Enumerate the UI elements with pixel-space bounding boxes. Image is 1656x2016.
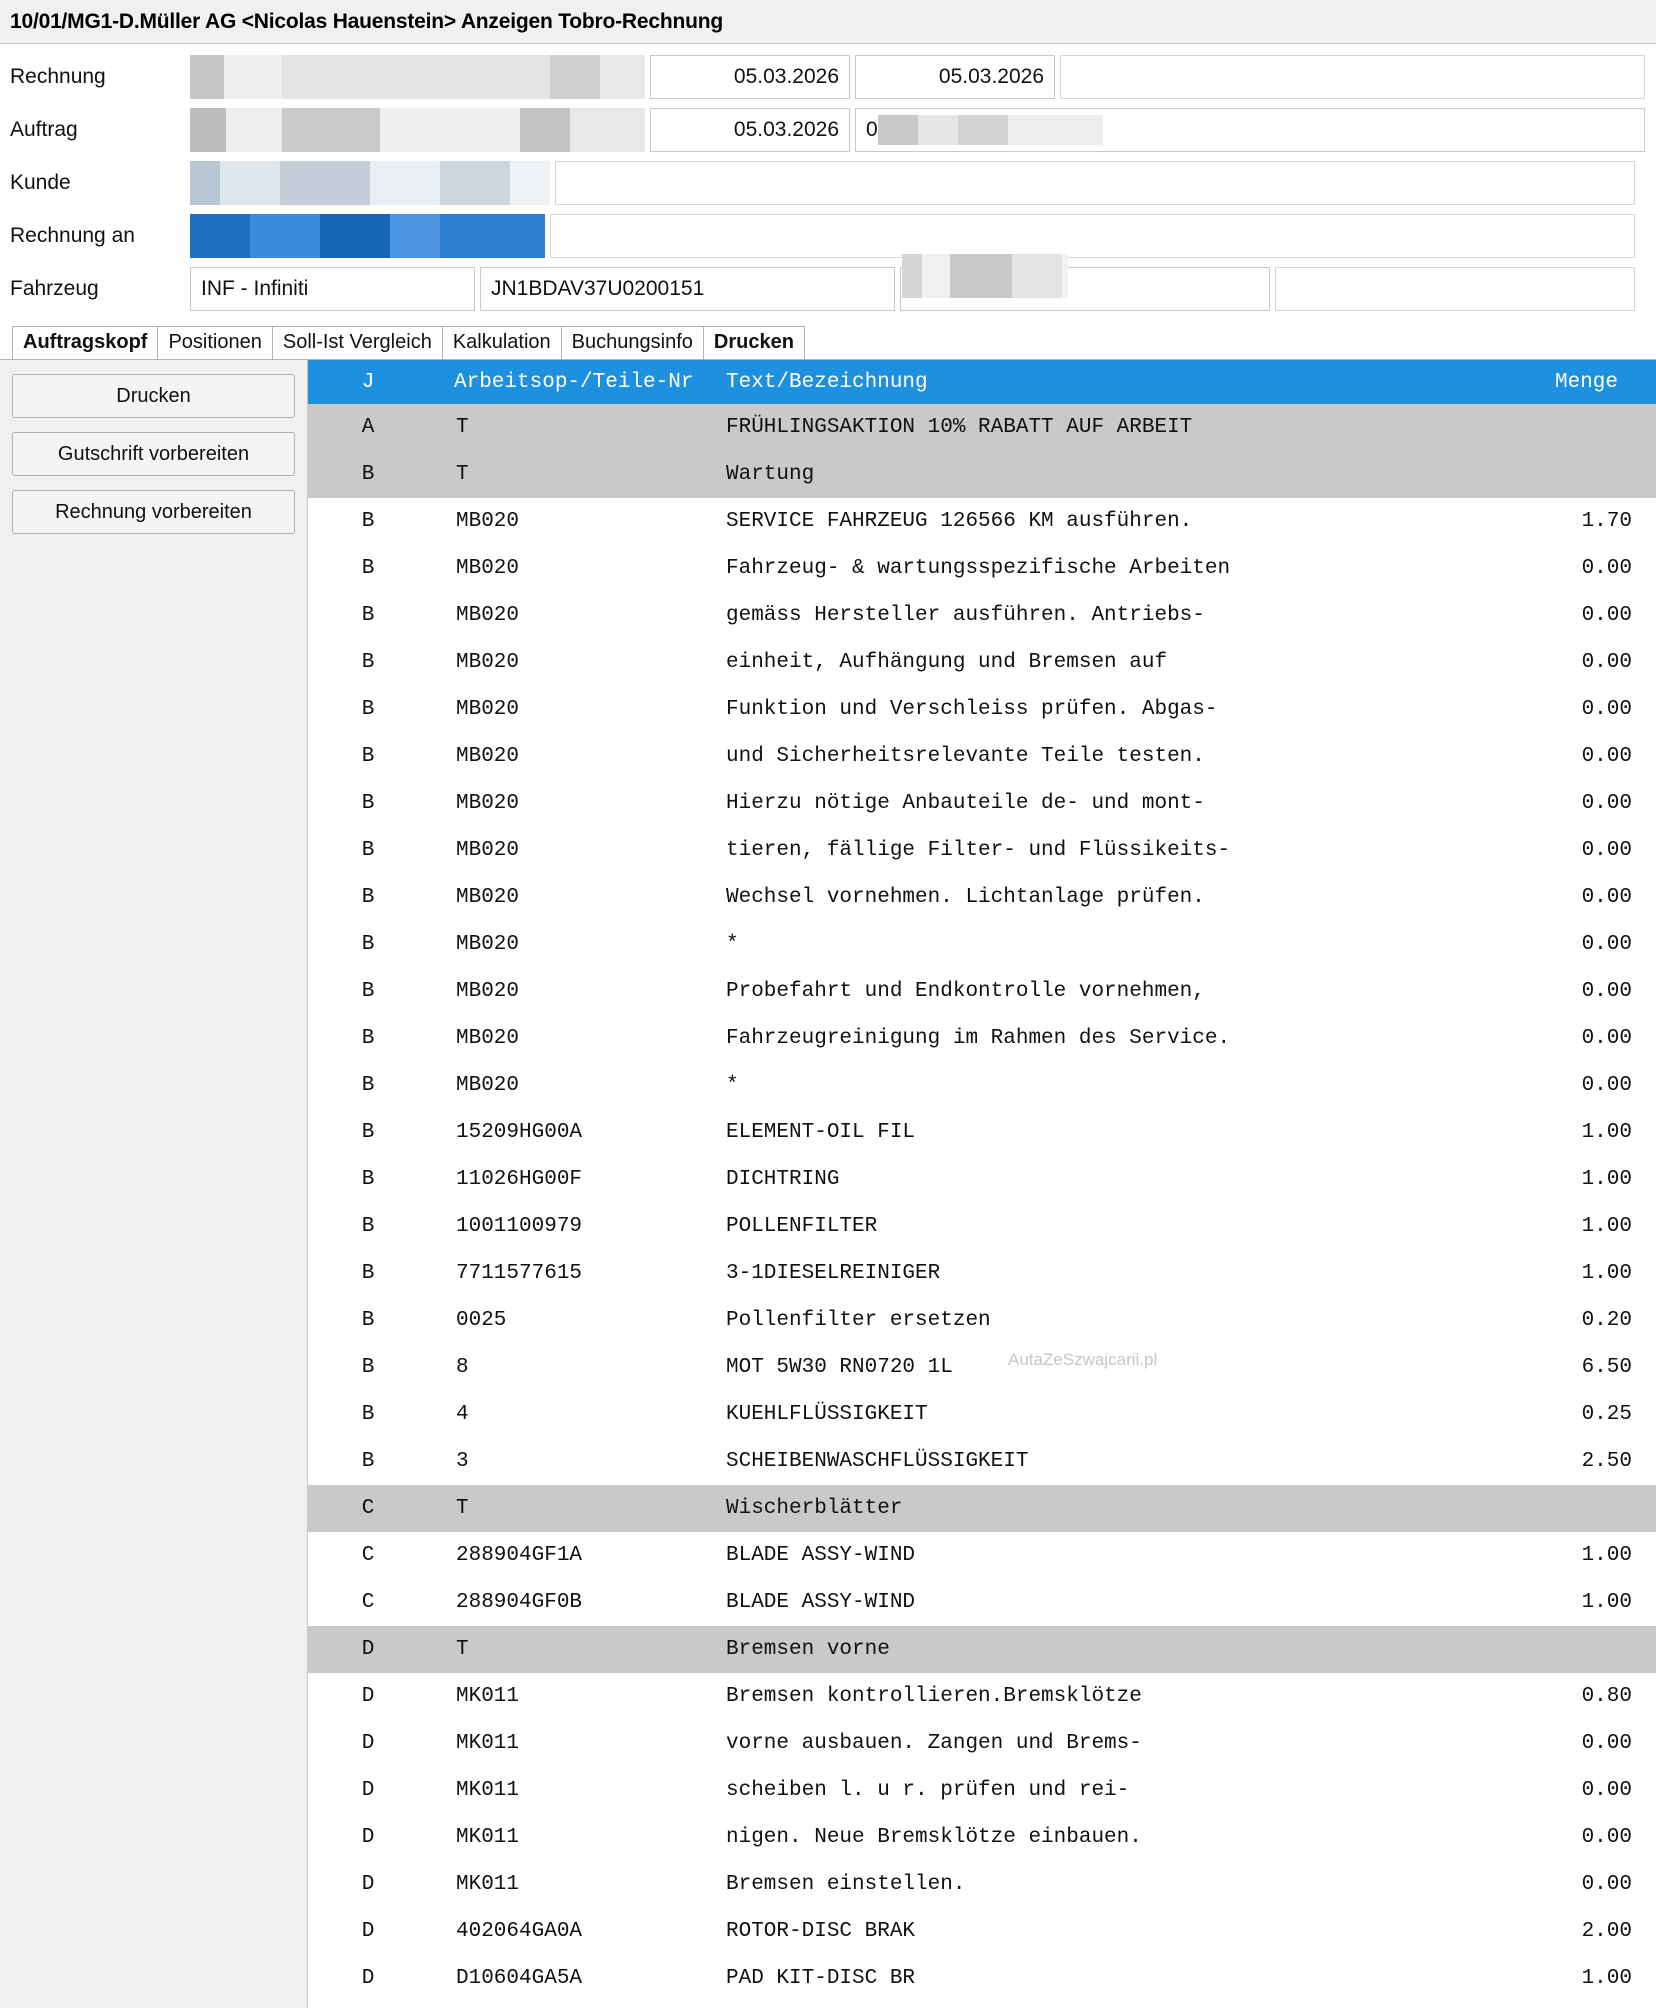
fahrzeug-plate-field[interactable] — [900, 267, 1270, 311]
auftrag-status-redaction — [878, 115, 1103, 145]
cell-text: * — [726, 933, 739, 956]
cell-text: Funktion und Verschleiss prüfen. Abgas- — [726, 698, 1218, 721]
cell-j: B — [361, 792, 375, 815]
cell-text: Wechsel vornehmen. Lichtanlage prüfen. — [726, 886, 1205, 909]
cell-j: B — [361, 698, 375, 721]
rechnung-date2-field[interactable]: 05.03.2026 — [855, 55, 1055, 99]
cell-nr: MB020 — [456, 1027, 520, 1050]
cell-menge: 1.00 — [1581, 1591, 1632, 1614]
form-row-kunde — [0, 156, 1656, 209]
cell-menge: 1.00 — [1581, 1262, 1632, 1285]
cell-menge: 1.00 — [1581, 1967, 1632, 1990]
cell-menge: 0.00 — [1581, 557, 1632, 580]
fahrzeug-extra-field[interactable] — [1275, 267, 1635, 311]
cell-j: C — [361, 1544, 375, 1567]
cell-j: B — [361, 745, 375, 768]
cell-menge: 6.50 — [1581, 1356, 1632, 1379]
cell-menge: 0.20 — [1581, 1309, 1632, 1332]
table-row[interactable] — [308, 1438, 1656, 1485]
kunde-field[interactable] — [190, 161, 550, 205]
tab-positionen[interactable]: Positionen — [157, 326, 272, 359]
kunde-name-field[interactable] — [555, 161, 1635, 205]
fahrzeug-plate-redaction — [902, 254, 1068, 298]
cell-j: C — [361, 1591, 375, 1614]
tab-buchungsinfo[interactable]: Buchungsinfo — [561, 326, 704, 359]
cell-nr: MB020 — [456, 839, 520, 862]
cell-j: D — [361, 1779, 375, 1802]
cell-nr: 8 — [456, 1356, 469, 1379]
table-row[interactable] — [308, 1579, 1656, 1626]
cell-text: Bremsen einstellen. — [726, 1873, 966, 1896]
form-row-auftrag — [0, 103, 1656, 156]
cell-j: B — [361, 651, 375, 674]
cell-text: Bremsen vorne — [726, 1638, 890, 1661]
cell-text: MOT 5W30 RN0720 1L — [726, 1356, 953, 1379]
table-row[interactable] — [308, 921, 1656, 968]
cell-j: D — [361, 1638, 375, 1661]
auftrag-date1-field[interactable]: 05.03.2026 — [650, 108, 850, 152]
table-row[interactable] — [308, 592, 1656, 639]
fahrzeug-make-field[interactable]: INF - Infiniti — [190, 267, 475, 311]
cell-text: 3-1DIESELREINIGER — [726, 1262, 941, 1285]
cell-menge: 0.00 — [1581, 651, 1632, 674]
table-row[interactable] — [308, 639, 1656, 686]
cell-nr: MB020 — [456, 510, 520, 533]
cell-j: B — [361, 557, 375, 580]
cell-text: Hierzu nötige Anbauteile de- und mont- — [726, 792, 1205, 815]
cell-j: D — [361, 1920, 375, 1943]
cell-nr: 7711577615 — [456, 1262, 583, 1285]
cell-nr: MB020 — [456, 745, 520, 768]
cell-j: B — [361, 510, 375, 533]
cell-nr: MB020 — [456, 557, 520, 580]
table-row[interactable] — [308, 1673, 1656, 1720]
cell-nr: MB020 — [456, 698, 520, 721]
cell-text: * — [726, 1074, 739, 1097]
table-row[interactable] — [308, 733, 1656, 780]
cell-j: B — [361, 1356, 375, 1379]
cell-nr: 15209HG00A — [456, 1121, 583, 1144]
form-row-rechnung — [0, 50, 1656, 103]
drucken-button[interactable]: Drucken — [12, 374, 295, 418]
cell-text: BLADE ASSY-WIND — [726, 1591, 916, 1614]
column-header-menge: Menge — [1554, 370, 1618, 394]
rechnung-an-field[interactable] — [190, 214, 545, 258]
cell-menge: 2.50 — [1581, 1450, 1632, 1473]
cell-text: Wartung — [726, 463, 815, 486]
auftrag-status-value: 0 — [866, 117, 878, 141]
cell-menge: 0.00 — [1581, 886, 1632, 909]
table-row[interactable] — [308, 1955, 1656, 2002]
cell-text: KUEHLFLÜSSIGKEIT — [726, 1403, 928, 1426]
cell-j: B — [361, 1309, 375, 1332]
cell-menge: 1.00 — [1581, 1215, 1632, 1238]
cell-text: einheit, Aufhängung und Bremsen auf — [726, 651, 1168, 674]
cell-j: B — [361, 1450, 375, 1473]
cell-j: D — [361, 1873, 375, 1896]
cell-text: ROTOR-DISC BRAK — [726, 1920, 916, 1943]
cell-j: B — [361, 839, 375, 862]
grid-body — [308, 404, 1656, 2002]
cell-text: SERVICE FAHRZEUG 126566 KM ausführen. — [726, 510, 1193, 533]
cell-j: D — [361, 1732, 375, 1755]
cell-nr: MB020 — [456, 1074, 520, 1097]
cell-text: vorne ausbauen. Zangen und Brems- — [726, 1732, 1142, 1755]
table-row[interactable] — [308, 404, 1656, 451]
cell-nr: MK011 — [456, 1685, 520, 1708]
gutschrift-vorbereiten-button[interactable]: Gutschrift vorbereiten — [12, 432, 295, 476]
table-row[interactable] — [308, 1720, 1656, 1767]
form-row-rechnung-an — [0, 209, 1656, 262]
cell-text: Fahrzeug- & wartungsspezifische Arbeiten — [726, 557, 1231, 580]
cell-menge: 1.00 — [1581, 1168, 1632, 1191]
cell-j: B — [361, 1027, 375, 1050]
window-title-bar — [0, 0, 1656, 44]
cell-nr: MK011 — [456, 1732, 520, 1755]
table-row[interactable] — [308, 686, 1656, 733]
table-row[interactable] — [308, 1015, 1656, 1062]
table-row[interactable] — [308, 1908, 1656, 1955]
cell-text: gemäss Hersteller ausführen. Antriebs- — [726, 604, 1205, 627]
watermark-text: AutaZeSzwajcarii.pl — [1008, 1350, 1158, 1369]
cell-nr: D10604GA5A — [456, 1967, 583, 1990]
cell-j: B — [361, 1262, 375, 1285]
cell-menge: 0.00 — [1581, 604, 1632, 627]
cell-j: B — [361, 980, 375, 1003]
cell-j: A — [361, 416, 375, 439]
cell-nr: T — [456, 1497, 469, 1520]
table-row[interactable] — [308, 1156, 1656, 1203]
tab-drucken[interactable]: Drucken — [703, 326, 805, 359]
cell-nr: 0025 — [456, 1309, 507, 1332]
cell-text: Probefahrt und Endkontrolle vornehmen, — [726, 980, 1205, 1003]
cell-nr: MB020 — [456, 980, 520, 1003]
cell-text: PAD KIT-DISC BR — [726, 1967, 916, 1990]
column-header-j: J — [361, 370, 375, 394]
label-rechnung-an: Rechnung an — [10, 223, 135, 247]
window-title: 10/01/MG1-D.Müller AG <Nicolas Hauenstein> Anzeigen Tobro-Rechnung — [10, 9, 723, 33]
content-area — [0, 359, 1656, 2008]
header-form — [0, 44, 1656, 317]
cell-text: BLADE ASSY-WIND — [726, 1544, 916, 1567]
cell-nr: T — [456, 463, 469, 486]
cell-text: POLLENFILTER — [726, 1215, 878, 1238]
cell-text: ELEMENT-OIL FIL — [726, 1121, 916, 1144]
cell-j: D — [361, 1967, 375, 1990]
cell-j: B — [361, 604, 375, 627]
cell-j: B — [361, 933, 375, 956]
cell-menge: 0.00 — [1581, 933, 1632, 956]
table-row[interactable] — [308, 968, 1656, 1015]
label-auftrag: Auftrag — [10, 117, 78, 141]
table-row[interactable] — [308, 1203, 1656, 1250]
cell-nr: 402064GA0A — [456, 1920, 583, 1943]
tab-kalkulation[interactable]: Kalkulation — [442, 326, 562, 359]
cell-menge: 0.00 — [1581, 1074, 1632, 1097]
auftrag-number-field[interactable] — [190, 108, 645, 152]
table-row[interactable] — [308, 780, 1656, 827]
cell-text: DICHTRING — [726, 1168, 840, 1191]
table-row[interactable] — [308, 498, 1656, 545]
cell-menge: 0.25 — [1581, 1403, 1632, 1426]
cell-menge: 0.00 — [1581, 1732, 1632, 1755]
cell-j: B — [361, 463, 375, 486]
cell-nr: MK011 — [456, 1779, 520, 1802]
cell-text: und Sicherheitsrelevante Teile testen. — [726, 745, 1205, 768]
form-row-fahrzeug — [0, 262, 1656, 315]
cell-menge: 1.00 — [1581, 1544, 1632, 1567]
cell-menge: 0.00 — [1581, 839, 1632, 862]
label-fahrzeug: Fahrzeug — [10, 276, 99, 300]
cell-text: Bremsen kontrollieren.Bremsklötze — [726, 1685, 1142, 1708]
cell-nr: 3 — [456, 1450, 469, 1473]
cell-menge: 0.00 — [1581, 1027, 1632, 1050]
table-row[interactable] — [308, 1297, 1656, 1344]
cell-nr: 4 — [456, 1403, 469, 1426]
cell-menge: 0.00 — [1581, 792, 1632, 815]
rechnung-number-field[interactable] — [190, 55, 645, 99]
cell-nr: MB020 — [456, 604, 520, 627]
table-row[interactable] — [308, 827, 1656, 874]
cell-text: nigen. Neue Bremsklötze einbauen. — [726, 1826, 1142, 1849]
column-header-text-bezeichnung: Text/Bezeichnung — [726, 370, 928, 394]
action-panel — [0, 360, 308, 2008]
cell-j: D — [361, 1826, 375, 1849]
cell-j: C — [361, 1497, 375, 1520]
table-row[interactable] — [308, 1814, 1656, 1861]
grid-header-row — [308, 360, 1656, 404]
cell-nr: 11026HG00F — [456, 1168, 583, 1191]
cell-nr: MB020 — [456, 651, 520, 674]
cell-text: tieren, fällige Filter- und Flüssikeits- — [726, 839, 1231, 862]
cell-nr: 288904GF1A — [456, 1544, 583, 1567]
cell-j: B — [361, 1403, 375, 1426]
fahrzeug-vin-field[interactable]: JN1BDAV37U0200151 — [480, 267, 895, 311]
cell-menge: 1.70 — [1581, 510, 1632, 533]
cell-nr: MB020 — [456, 886, 520, 909]
cell-menge: 0.00 — [1581, 698, 1632, 721]
cell-menge: 0.00 — [1581, 745, 1632, 768]
cell-nr: MK011 — [456, 1826, 520, 1849]
cell-nr: MK011 — [456, 1873, 520, 1896]
table-row[interactable] — [308, 1532, 1656, 1579]
table-row[interactable] — [308, 874, 1656, 921]
cell-text: scheiben l. u r. prüfen und rei- — [726, 1779, 1130, 1802]
table-row[interactable] — [308, 545, 1656, 592]
cell-menge: 2.00 — [1581, 1920, 1632, 1943]
table-row[interactable] — [308, 1109, 1656, 1156]
cell-text: SCHEIBENWASCHFLÜSSIGKEIT — [726, 1450, 1029, 1473]
cell-menge: 0.00 — [1581, 980, 1632, 1003]
column-header-arbeitsop-teile-nr: Arbeitsop-/Teile-Nr — [454, 370, 694, 394]
table-row[interactable] — [308, 1485, 1656, 1532]
rechnung-date1-field[interactable]: 05.03.2026 — [650, 55, 850, 99]
tab-soll-ist-vergleich[interactable]: Soll-Ist Vergleich — [272, 326, 443, 359]
cell-nr: T — [456, 1638, 469, 1661]
table-row[interactable] — [308, 451, 1656, 498]
cell-j: B — [361, 1168, 375, 1191]
label-kunde: Kunde — [10, 170, 71, 194]
cell-menge: 0.80 — [1581, 1685, 1632, 1708]
cell-text: Pollenfilter ersetzen — [726, 1309, 991, 1332]
cell-j: B — [361, 1121, 375, 1144]
cell-menge: 1.00 — [1581, 1121, 1632, 1144]
table-row[interactable] — [308, 1861, 1656, 1908]
cell-menge: 0.00 — [1581, 1779, 1632, 1802]
auftrag-status-field[interactable] — [855, 108, 1645, 152]
cell-text: Wischerblätter — [726, 1497, 903, 1520]
table-row[interactable] — [308, 1344, 1656, 1391]
cell-nr: T — [456, 416, 469, 439]
cell-nr: MB020 — [456, 933, 520, 956]
cell-j: B — [361, 886, 375, 909]
rechnung-vorbereiten-button[interactable]: Rechnung vorbereiten — [12, 490, 295, 534]
table-row[interactable] — [308, 1391, 1656, 1438]
table-row[interactable] — [308, 1250, 1656, 1297]
table-row[interactable] — [308, 1767, 1656, 1814]
cell-j: D — [361, 1685, 375, 1708]
cell-menge: 0.00 — [1581, 1826, 1632, 1849]
cell-menge: 0.00 — [1581, 1873, 1632, 1896]
cell-text: Fahrzeugreinigung im Rahmen des Service. — [726, 1027, 1231, 1050]
cell-nr: MB020 — [456, 792, 520, 815]
table-row[interactable] — [308, 1062, 1656, 1109]
cell-nr: 288904GF0B — [456, 1591, 583, 1614]
table-row[interactable] — [308, 1626, 1656, 1673]
cell-text: FRÜHLINGSAKTION 10% RABATT AUF ARBEIT — [726, 416, 1193, 439]
cell-j: B — [361, 1215, 375, 1238]
rechnung-an-name-field[interactable] — [550, 214, 1635, 258]
cell-nr: 1001100979 — [456, 1215, 583, 1238]
cell-j: B — [361, 1074, 375, 1097]
rechnung-extra-field[interactable] — [1060, 55, 1645, 99]
tab-bar — [0, 323, 1656, 359]
positions-grid[interactable] — [308, 360, 1656, 2008]
label-rechnung: Rechnung — [10, 64, 106, 88]
tab-auftragskopf[interactable]: Auftragskopf — [12, 326, 158, 359]
